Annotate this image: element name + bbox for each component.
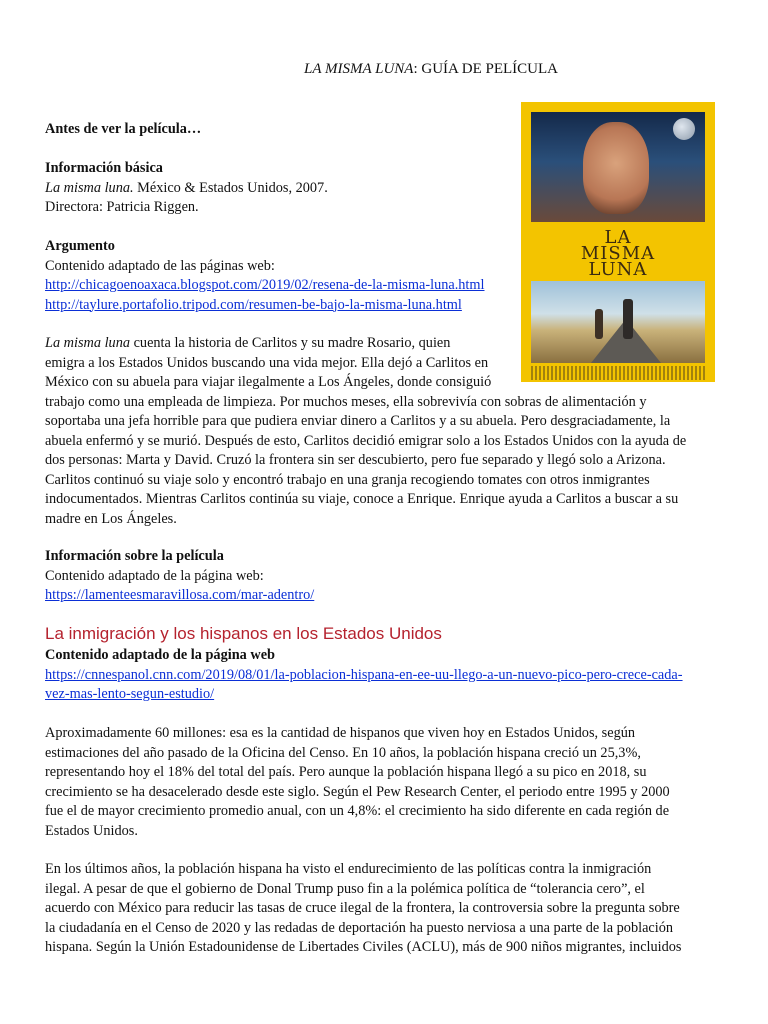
inmigracion-link-line2: vez-mas-lento-segun-estudio/ <box>45 686 215 702</box>
inmigracion-source <box>45 646 735 705</box>
info-pelicula-intro: Contenido adaptado de la página web: <box>45 567 264 584</box>
p1-line: fue el de mayor crecimiento promedio anual, con un 4,8%: el crecimiento ha sido diferente en cada región de <box>45 803 670 819</box>
poster-face <box>583 122 649 214</box>
info-pelicula-link[interactable]: https://lamenteesmaravillosa.com/mar-adentro/ <box>45 587 315 603</box>
p1-line: Estados Unidos. <box>45 822 138 839</box>
page-title-italic: LA MISMA LUNA <box>303 61 414 77</box>
argumento-line: emigra a los Estados Unidos buscando una vida mejor. Ella dejó a Carlitos en <box>45 354 489 371</box>
page-title <box>0 61 768 78</box>
basica-section <box>45 159 328 218</box>
p1-line: estimaciones del año pasado de la Oficina del Censo. En 10 años, la población hispana creció un 25,3%, <box>45 744 641 761</box>
poster-title-line: LA <box>604 227 632 248</box>
argumento-line: madre en Los Ángeles. <box>45 510 177 527</box>
argumento-line: abuela enfermó y se murió. Después de esto, Carlitos decidió emigrar solo a los Estados Unidos con la ayuda de <box>45 432 687 449</box>
argumento-line: trabajo como una empleada de limpieza. Por muchos meses, ella sobrevivía con sobras de alimentación y <box>45 393 647 410</box>
argumento-link-1[interactable]: http://chicagoenoaxaca.blogspot.com/2019/02/resena-de-la-misma-luna.html <box>45 277 485 293</box>
p2-line: la ciudadanía en el Censo de 2020 y las redadas de deportación ha puesto nerviosa a una parte de la población <box>45 919 674 936</box>
poster-figure-adult <box>623 299 633 339</box>
argumento-link-2[interactable]: http://taylure.portafolio.tripod.com/resumen-be-bajo-la-misma-luna.html <box>45 296 462 313</box>
argumento-heading: Argumento <box>45 238 115 254</box>
inmigracion-link[interactable] <box>45 667 683 703</box>
antes-heading: Antes de ver la película… <box>45 121 202 137</box>
argumento-line: México con su abuela para viajar ilegalmente a Los Ángeles, donde consiguió <box>45 374 492 390</box>
argumento-italic: La misma luna <box>45 335 130 351</box>
p2-line: En los últimos años, la población hispana ha visto el endurecimiento de las políticas contra la inmigración <box>45 861 652 877</box>
inmigracion-heading: La inmigración y los hispanos en los Estados Unidos <box>45 624 442 643</box>
poster-top-image <box>531 112 705 222</box>
p2-line: hispana. Según la Unión Estadounidense de Libertades Civiles (ACLU), más de 900 niños migrantes, incluidos <box>45 939 682 955</box>
p2-line: acuerdo con México para reducir las tasas de cruce ilegal de la frontera, la controversia sobre la pregunta sobre <box>45 900 680 916</box>
inmigracion-paragraph-1 <box>45 724 735 841</box>
p1-line: representando hoy el 18% del total del país. Pero aunque la población hispana llegó a su pico en 2018, su <box>45 764 647 780</box>
inmigracion-subheading: Contenido adaptado de la página web <box>45 647 275 663</box>
poster-title-line: MISMA <box>580 243 656 264</box>
argumento-intro: Contenido adaptado de las páginas web: <box>45 257 275 274</box>
argumento-line: cuenta la historia de Carlitos y su madre Rosario, quien <box>130 335 451 351</box>
p2-line: ilegal. A pesar de que el gobierno de Donal Trump puso fin a la polémica política de “tolerancia cero”, el <box>45 880 645 897</box>
poster-figure-child <box>595 309 603 339</box>
p1-line: crecimiento se ha desacelerado desde este siglo. Según el Pew Research Center, el periodo entre 1995 y 2000 <box>45 783 670 800</box>
basica-line2: Directora: Patricia Riggen. <box>45 199 199 215</box>
argumento-line: dos personas: Marta y David. Cruzó la frontera sin ser descubierto, pero fue separado y llegó solo a Arizona. <box>45 452 666 468</box>
argumento-line: indocumentados. Mientras Carlitos continúa su viaje, conoce a Enrique. Enrique ayuda a Carlitos a buscar a su <box>45 491 679 507</box>
inmigracion-link-line1: https://cnnespanol.cnn.com/2019/08/01/la-poblacion-hispana-en-ee-uu-llego-a-un-nuevo-pico-pero-crece-cada- <box>45 666 683 683</box>
poster-title <box>531 227 705 280</box>
info-pelicula-section <box>45 547 314 606</box>
argumento-section <box>45 237 485 315</box>
basica-line1 <box>45 179 328 199</box>
basica-line1-rest: México & Estados Unidos, 2007. <box>133 179 328 196</box>
poster-bottom-image <box>531 281 705 363</box>
page-title-rest: : GUÍA DE PELÍCULA <box>413 61 559 77</box>
info-pelicula-heading: Información sobre la película <box>45 548 224 564</box>
movie-poster <box>521 102 715 382</box>
argumento-line: soportaba una jefa horrible para que pudiera enviar dinero a Carlitos y a su abuela. Pero desgraciadamente, la <box>45 413 671 429</box>
poster-credits <box>531 366 705 380</box>
basica-line1-italic: La misma luna. <box>45 179 134 196</box>
p1-line: Aproximadamente 60 millones: esa es la cantidad de hispanos que viven hoy en Estados Unidos, según <box>45 725 636 741</box>
argumento-line: Carlitos continuó su viaje solo y encontró trabajo en una granja recogiendo tomates con otros inmigrantes <box>45 471 650 488</box>
moon-shape <box>673 118 695 140</box>
inmigracion-paragraph-2 <box>45 860 735 958</box>
poster-title-line: LUNA <box>588 259 648 280</box>
basica-heading: Información básica <box>45 160 163 176</box>
